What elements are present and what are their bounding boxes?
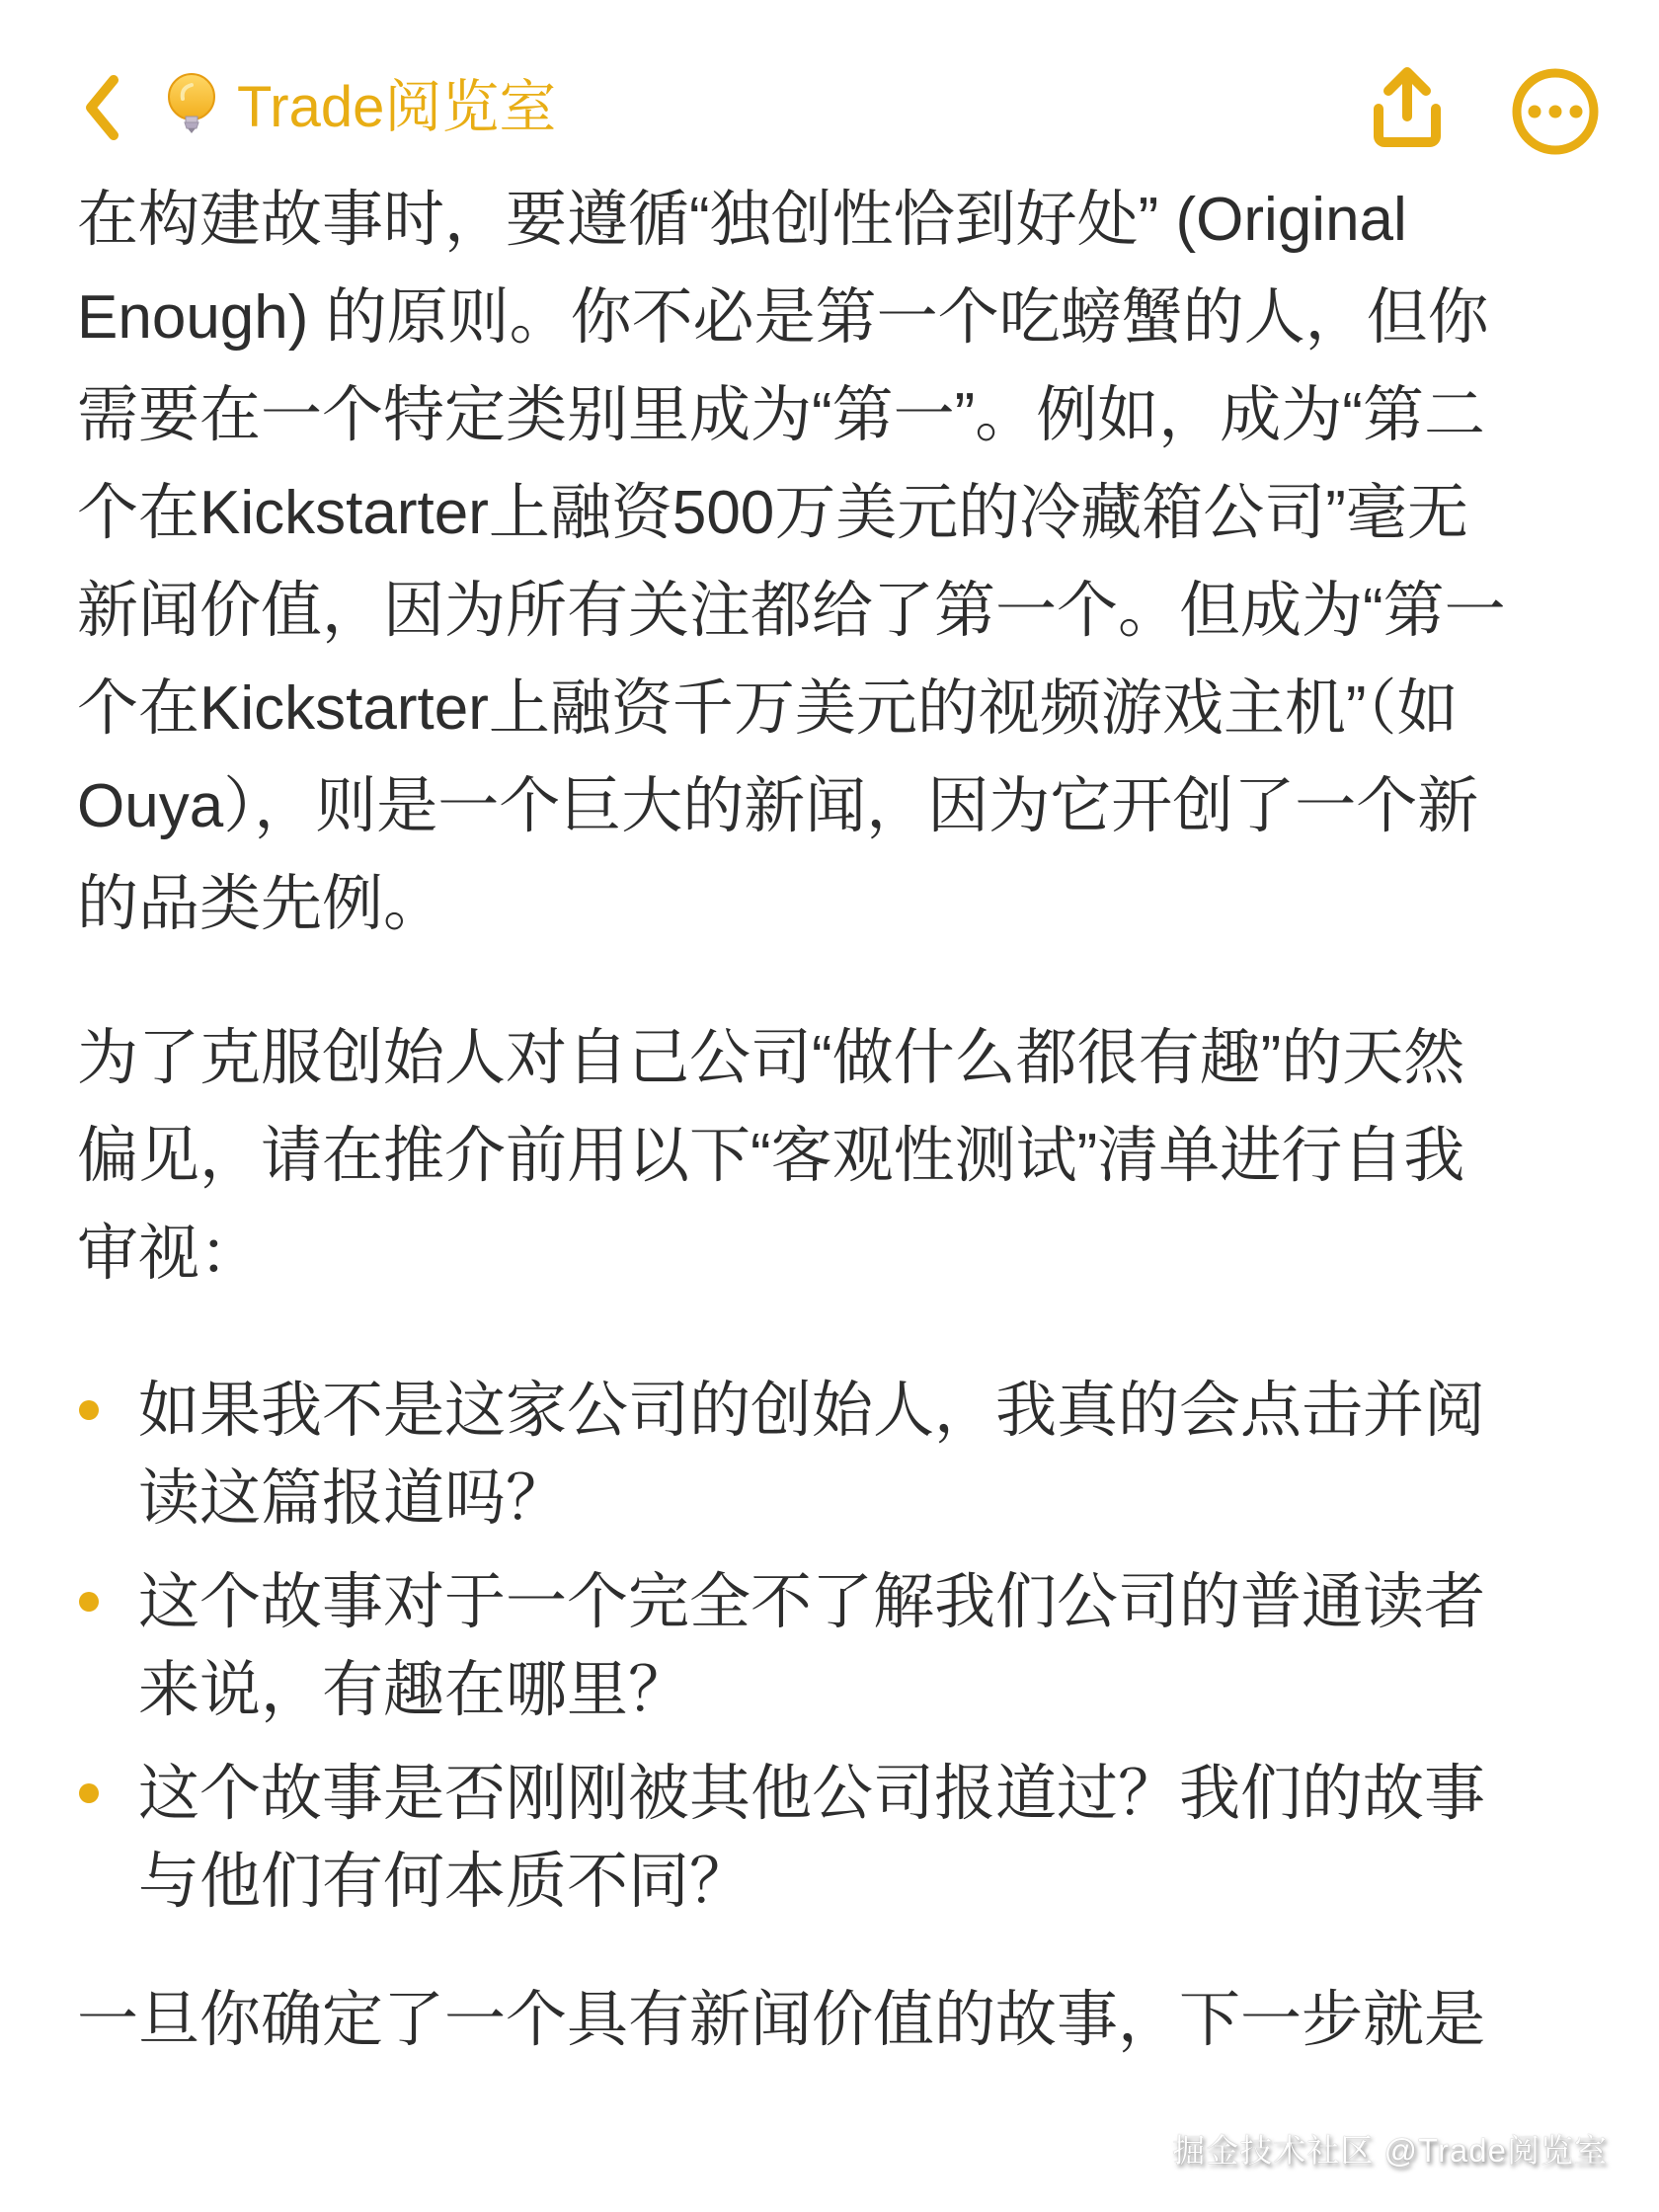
chevron-left-icon — [85, 75, 118, 140]
navigation-bar — [0, 0, 1659, 148]
text-line: 个在Kickstarter上融资千万美元的视频游戏主机”（如 — [77, 674, 1459, 743]
list-item — [77, 1744, 1570, 1920]
article-paragraph — [77, 1971, 1570, 2069]
text-line: 这个故事是否刚刚被其他公司报道过？我们的故事 — [138, 1760, 1486, 1828]
text-line: 在构建故事时，要遵循“独创性恰到好处” (Original — [77, 186, 1407, 254]
lightbulb-icon — [160, 71, 223, 140]
text-line: 为了克服创始人对自己公司“做什么都很有趣”的天然 — [77, 1024, 1465, 1092]
back-button[interactable] — [85, 75, 118, 140]
more-options-button[interactable] — [1511, 67, 1600, 156]
bullet-dot-icon — [79, 1783, 99, 1803]
text-line: 如果我不是这家公司的创始人，我真的会点击并阅 — [138, 1377, 1486, 1445]
text-line: 读这篇报道吗？ — [138, 1464, 568, 1533]
page-title: Trade阅览室 — [237, 75, 557, 139]
watermark: 掘金技术社区 @Trade阅览室 — [1172, 2132, 1608, 2169]
article-paragraph — [77, 171, 1570, 953]
text-line: 审视： — [77, 1220, 262, 1288]
share-upload-icon — [1371, 65, 1444, 152]
text-line: Enough) 的原则。你不必是第一个吃螃蟹的人，但你 — [77, 283, 1489, 352]
bullet-dot-icon — [79, 1592, 99, 1612]
text-line: 来说，有趣在哪里？ — [138, 1656, 690, 1724]
checklist — [77, 1361, 1570, 1920]
list-item — [77, 1552, 1570, 1728]
text-line: 需要在一个特定类别里成为“第一”。例如，成为“第二 — [77, 381, 1485, 449]
text-line: 与他们有何本质不同？ — [138, 1848, 751, 1916]
list-item — [77, 1361, 1570, 1537]
article-body — [0, 171, 1659, 2069]
text-line: 新闻价值，因为所有关注都给了第一个。但成为“第一 — [77, 577, 1506, 645]
text-line: 的品类先例。 — [77, 870, 445, 938]
text-line: 个在Kickstarter上融资500万美元的冷藏箱公司”毫无 — [77, 479, 1468, 547]
ellipsis-circle-icon — [1511, 67, 1600, 156]
article-paragraph — [77, 1009, 1570, 1303]
bullet-dot-icon — [79, 1400, 99, 1420]
share-button[interactable] — [1371, 65, 1444, 152]
text-line: 这个故事对于一个完全不了解我们公司的普通读者 — [138, 1568, 1486, 1636]
text-line: 偏见，请在推介前用以下“客观性测试”清单进行自我 — [77, 1122, 1465, 1190]
text-line: 一旦你确定了一个具有新闻价值的故事，下一步就是 — [77, 1986, 1486, 2054]
text-line: Ouya），则是一个巨大的新闻，因为它开创了一个新 — [77, 772, 1479, 840]
